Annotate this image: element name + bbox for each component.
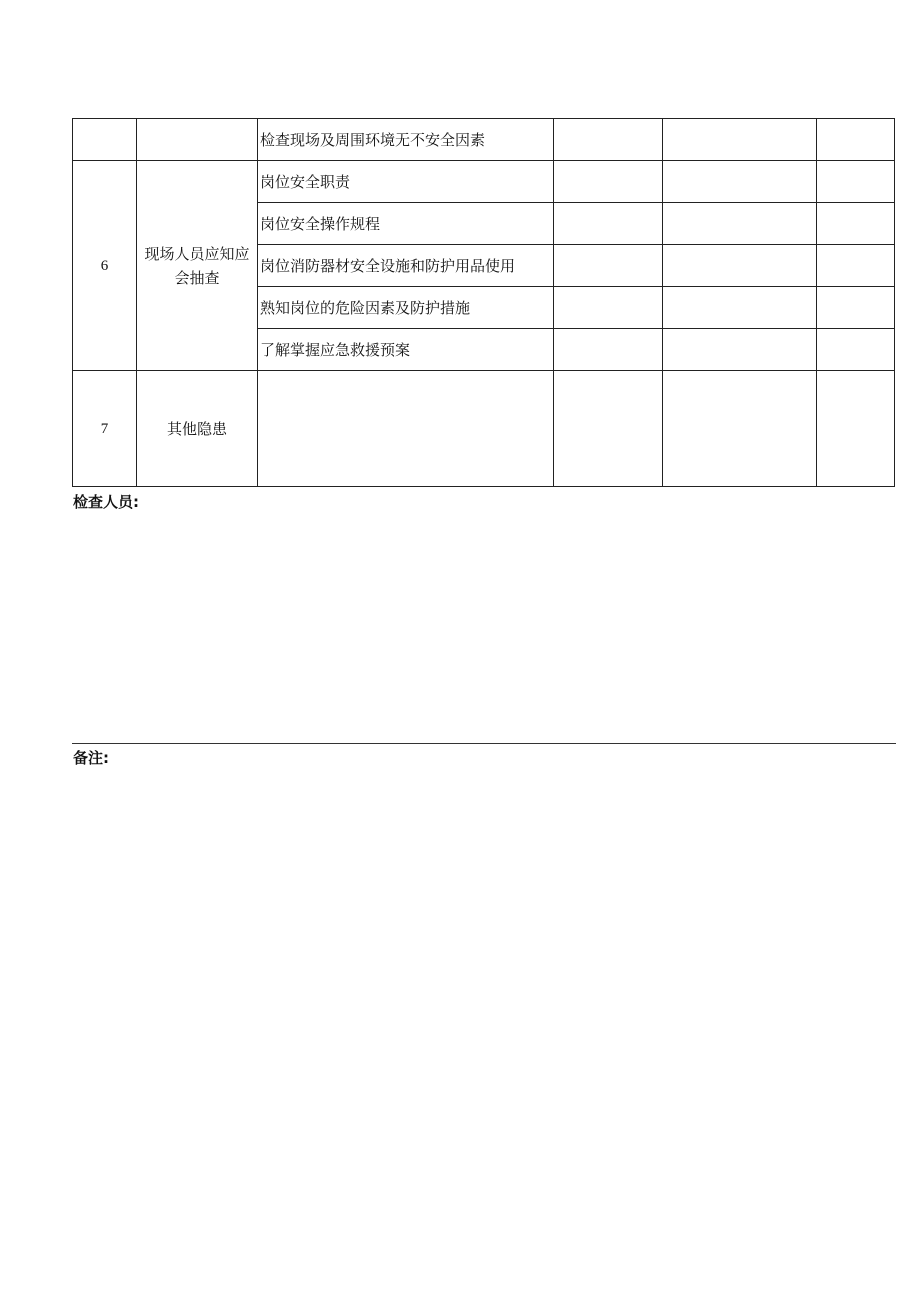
remark-cell [817,245,895,287]
remark-cell [817,329,895,371]
table-row [73,119,895,161]
finding-cell [663,119,817,161]
check-item: 了解掌握应急救援预案 [258,329,554,371]
check-item: 岗位安全操作规程 [258,203,554,245]
result-cell [554,245,663,287]
finding-cell [663,371,817,487]
remarks-label: 备注: [73,749,109,767]
remark-cell [817,119,895,161]
remark-cell [817,287,895,329]
finding-cell [663,287,817,329]
table-row [73,161,895,203]
check-item: 检查现场及周围环境无不安全因素 [258,119,554,161]
result-cell [554,329,663,371]
remark-cell [817,203,895,245]
row-number: 6 [73,161,137,371]
finding-cell [663,161,817,203]
finding-cell [663,245,817,287]
category-cell: 其他隐患 [137,371,258,487]
inspection-table [72,118,895,487]
inspector-label: 检查人员: [73,493,139,511]
table-row [73,371,895,487]
finding-cell [663,203,817,245]
result-cell [554,119,663,161]
finding-cell [663,329,817,371]
result-cell [554,371,663,487]
check-item: 岗位安全职责 [258,161,554,203]
divider-line [72,743,896,744]
result-cell [554,287,663,329]
row-number: 7 [73,371,137,487]
category-cell [137,119,258,161]
row-number [73,119,137,161]
category-cell: 现场人员应知应会抽查 [137,161,258,371]
remark-cell [817,371,895,487]
check-item: 岗位消防器材安全设施和防护用品使用 [258,245,554,287]
result-cell [554,203,663,245]
check-item: 熟知岗位的危险因素及防护措施 [258,287,554,329]
remark-cell [817,161,895,203]
result-cell [554,161,663,203]
check-item [258,371,554,487]
